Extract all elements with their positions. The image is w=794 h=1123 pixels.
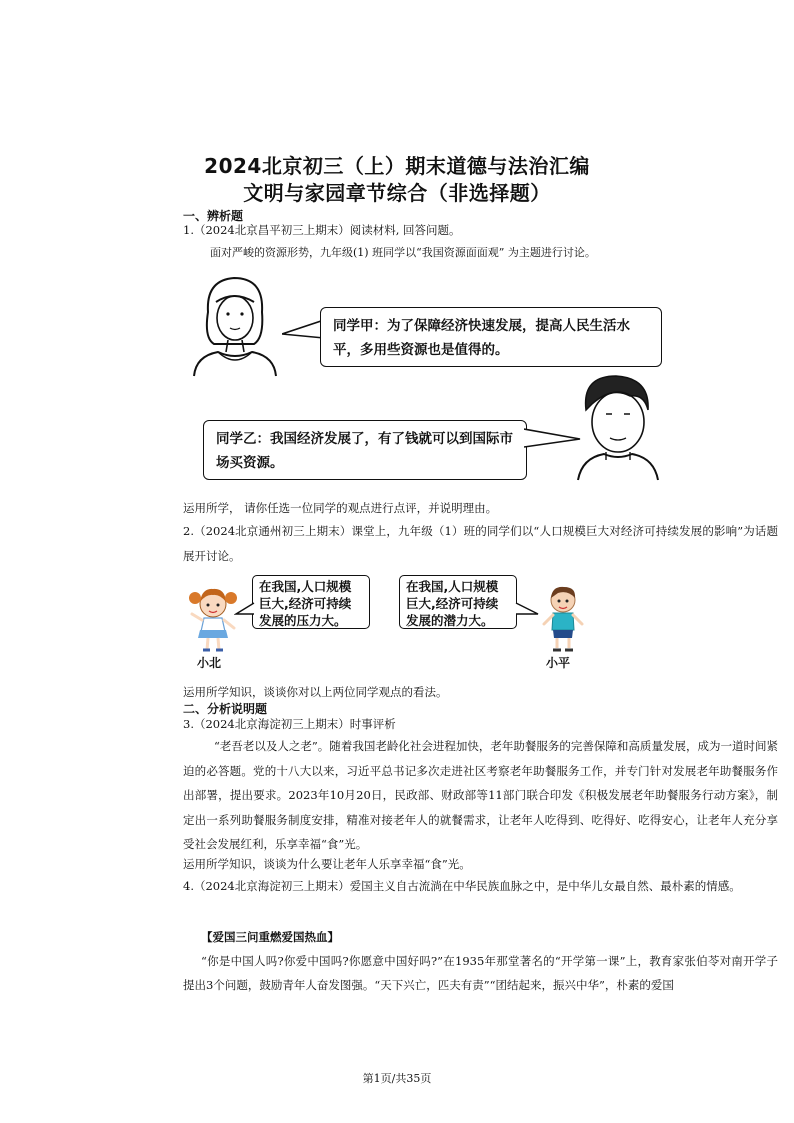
page-number: 第1页/共35页 — [362, 1072, 432, 1085]
q2-stem: 2.（2024北京通州初三上期末）课堂上，九年级（1）班的同学们以“人口规模巨大对经济可持续发展的影响”为话题展开讨论。 — [183, 524, 778, 563]
document-title-line2: 文明与家园章节综合（非选择题） — [243, 181, 551, 205]
q1-stem: 1.（2024北京昌平初三上期末）阅读材料, 回答问题。 — [183, 223, 461, 237]
q4-subhead: 【爱国三问重燃爱国热血】 — [201, 930, 339, 944]
q1-intro: 面对严峻的资源形势，九年级(1) 班同学以“我国资源面面观” 为主题进行讨论。 — [210, 246, 596, 259]
q3-body: “老吾老以及人之老”。随着我国老龄化社会进程加快，老年助餐服务的完善保障和高质量发展，成为一道时间紧迫的必答题。党的十八大以来，习近平总书记多次走进社区考察老年助餐服务工作，并专门针对发展老年助餐服务作出部署，提出要求。2023年10月20日，民政部、财政部等11部门联合印发《积极发展老年助餐服务行动方案》，制定出一系列助餐服务制度安排，精准对接老年人的就餐需求，让老年人吃得到、吃得好、吃得安心，让老年人充分享受社会发展红利，乐享幸福“食”光。 — [183, 739, 778, 851]
q1-task: 运用所学， 请你任选一位同学的观点进行点评，并说明理由。 — [183, 501, 498, 515]
q4-stem: 4.（2024北京海淀初三上期末）爱国主义自古流淌在中华民族血脉之中，是中华儿女最自然、最朴素的情感。 — [183, 879, 741, 893]
q4-body: “你是中国人吗?你爱中国吗?你愿意中国好吗?”在1935年那堂著名的“开学第一课”上，教育家张伯苓对南开学子提出3个问题，鼓励青年人奋发图强。“天下兴亡，匹夫有责”“团结起来，振兴中华”，朴素的爱国 — [183, 954, 778, 992]
q3-task: 运用所学知识，谈谈为什么要让老年人乐享幸福“食”光。 — [183, 857, 471, 871]
girl-illustration — [188, 272, 280, 377]
name-xiaoping: 小平 — [546, 656, 571, 670]
boy-illustration — [572, 370, 662, 482]
speech-bubble-b: 同学乙：我国经济发展了，有了钱就可以到国际市场买资源。 — [203, 420, 527, 480]
bubble-b-tail — [524, 425, 582, 451]
section-heading-2: 二、分析说明题 — [183, 702, 268, 716]
q3-stem: 3.（2024北京海淀初三上期末）时事评析 — [183, 717, 396, 731]
bubble-xiaoping-tail — [514, 602, 540, 618]
name-xiaobei: 小北 — [197, 656, 222, 670]
speech-bubble-xiaoping: 在我国,人口规模巨大,经济可持续发展的潜力大。 — [399, 575, 517, 629]
xiaobei-illustration — [188, 584, 238, 654]
bubble-xiaobei-tail — [234, 602, 256, 618]
document-title-line1: 2024北京初三（上）期末道德与法治汇编 — [204, 154, 590, 178]
q2-task: 运用所学知识，谈谈你对以上两位同学观点的看法。 — [183, 685, 448, 699]
section-heading-1: 一、辨析题 — [183, 209, 244, 223]
bubble-a-tail — [282, 318, 324, 340]
speech-bubble-a: 同学甲：为了保障经济快速发展，提高人民生活水平，多用些资源也是值得的。 — [320, 307, 662, 367]
speech-bubble-xiaobei: 在我国,人口规模巨大,经济可持续发展的压力大。 — [252, 575, 370, 629]
xiaoping-illustration — [538, 582, 588, 654]
